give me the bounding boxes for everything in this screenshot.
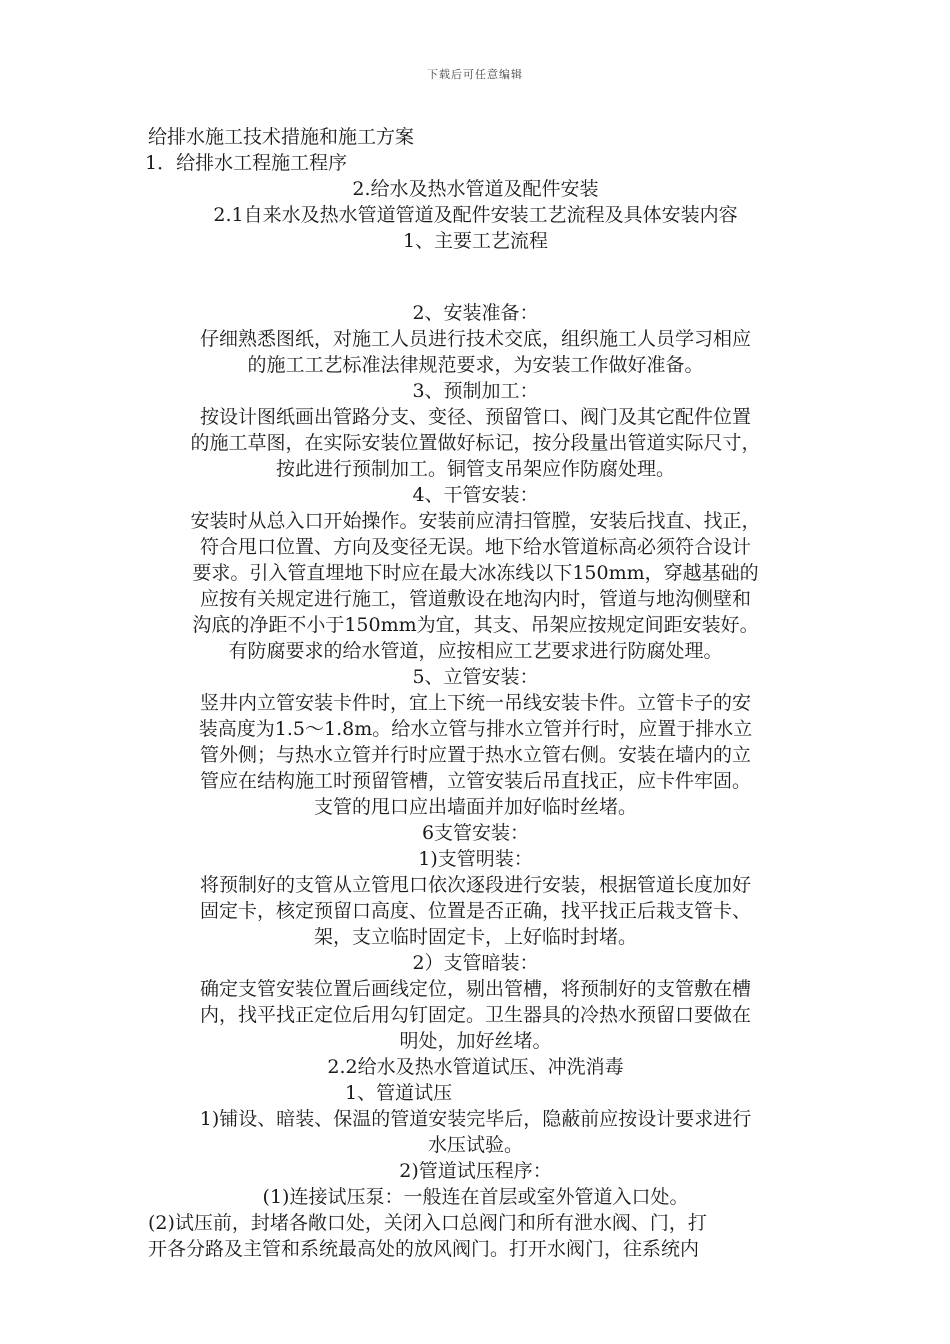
paragraph-line: 装高度为1.5～1.8m。给水立管与排水立管并行时，应置于排水立: [198, 718, 753, 740]
item-heading: 6支管安装：: [421, 822, 530, 844]
paragraph-line: 要求。引入管直埋地下时应在最大冰冻线以下150mm，穿越基础的: [192, 562, 759, 584]
item-heading: 2、安装准备：: [412, 302, 539, 324]
item-heading: 1、主要工艺流程: [402, 230, 549, 252]
sub-item-heading: 2）支管暗装：: [412, 952, 539, 974]
paragraph-line: 的施工工艺标准法律规范要求，为安装工作做好准备。: [247, 354, 704, 376]
paragraph-line: 架，支立临时固定卡，上好临时封堵。: [313, 926, 637, 948]
paragraph-line: 沟底的净距不小于150mm为宜，其支、吊架应按规定间距安装好。: [192, 614, 759, 636]
header-note: 下载后可任意编辑: [427, 68, 523, 81]
paragraph-line: 确定支管安装位置后画线定位，剔出管槽，将预制好的支管敷在槽: [199, 978, 751, 1000]
paragraph-line: 将预制好的支管从立管甩口依次逐段进行安装，根据管道长度加好: [199, 874, 751, 896]
item-heading: 3、预制加工：: [412, 380, 539, 402]
section-heading: 1．给排水工程施工程序: [145, 152, 348, 174]
subsection-heading: 2.1自来水及热水管道管道及配件安装工艺流程及具体安装内容: [213, 204, 738, 226]
paragraph-line: 固定卡，核定预留口高度、位置是否正确，找平找正后栽支管卡、: [199, 900, 751, 922]
item-heading: 1、管道试压: [345, 1082, 453, 1104]
paragraph-line: 仔细熟悉图纸，对施工人员进行技术交底，组织施工人员学习相应: [199, 328, 751, 350]
paragraph-line: 按此进行预制加工。铜管支吊架应作防腐处理。: [275, 458, 675, 480]
item-heading: 5、立管安装：: [412, 666, 539, 688]
paragraph-line: 应按有关规定进行施工，管道敷设在地沟内时，管道与地沟侧壁和: [199, 588, 751, 610]
paragraph-line: 符合甩口位置、方向及变径无误。地下给水管道标高必须符合设计: [199, 536, 751, 558]
paragraph-line: 的施工草图，在实际安装位置做好标记，按分段量出管道实际尺寸，: [190, 432, 761, 454]
paragraph-line: 内，找平找正定位后用勾钉固定。卫生器具的冷热水预留口要做在: [199, 1004, 751, 1026]
paragraph-line: 1)铺设、暗装、保温的管道安装完毕后，隐蔽前应按设计要求进行: [199, 1108, 752, 1130]
subsection-heading: 2.2给水及热水管道试压、冲洗消毒: [327, 1056, 624, 1078]
paragraph-line: 水压试验。: [427, 1134, 523, 1156]
paragraph-line: 明处，加好丝堵。: [399, 1030, 552, 1052]
sub-item-heading: 1)支管明装：: [418, 848, 533, 870]
paragraph-line: 按设计图纸画出管路分支、变径、预留管口、阀门及其它配件位置: [199, 406, 751, 428]
doc-title: 给排水施工技术措施和施工方案: [148, 126, 415, 148]
item-heading: 4、干管安装：: [412, 484, 539, 506]
paragraph-line: 管外侧；与热水立管并行时应置于热水立管右侧。安装在墙内的立: [199, 744, 751, 766]
paragraph-line: (1)连接试压泵：一般连在首层或室外管道入口处。: [262, 1186, 689, 1208]
paragraph-line: 有防腐要求的给水管道，应按相应工艺要求进行防腐处理。: [228, 640, 723, 662]
paragraph-line: 管应在结构施工时预留管槽，立管安装后吊直找正，应卡件牢固。: [199, 770, 751, 792]
paragraph-line: 竖井内立管安装卡件时，宜上下统一吊线安装卡件。立管卡子的安: [199, 692, 751, 714]
paragraph-line: 安装时从总入口开始操作。安装前应清扫管膛，安装后找直、找正，: [190, 510, 761, 532]
paragraph-line: (2)试压前，封堵各敞口处，关闭入口总阀门和所有泄水阀、门，打: [148, 1212, 707, 1234]
sub-item-heading: 2)管道试压程序：: [399, 1160, 552, 1182]
section-heading: 2.给水及热水管道及配件安装: [352, 178, 599, 200]
paragraph-line: 开各分路及主管和系统最高处的放风阀门。打开水阀门，往系统内: [148, 1238, 700, 1260]
paragraph-line: 支管的甩口应出墙面并加好临时丝堵。: [313, 796, 637, 818]
